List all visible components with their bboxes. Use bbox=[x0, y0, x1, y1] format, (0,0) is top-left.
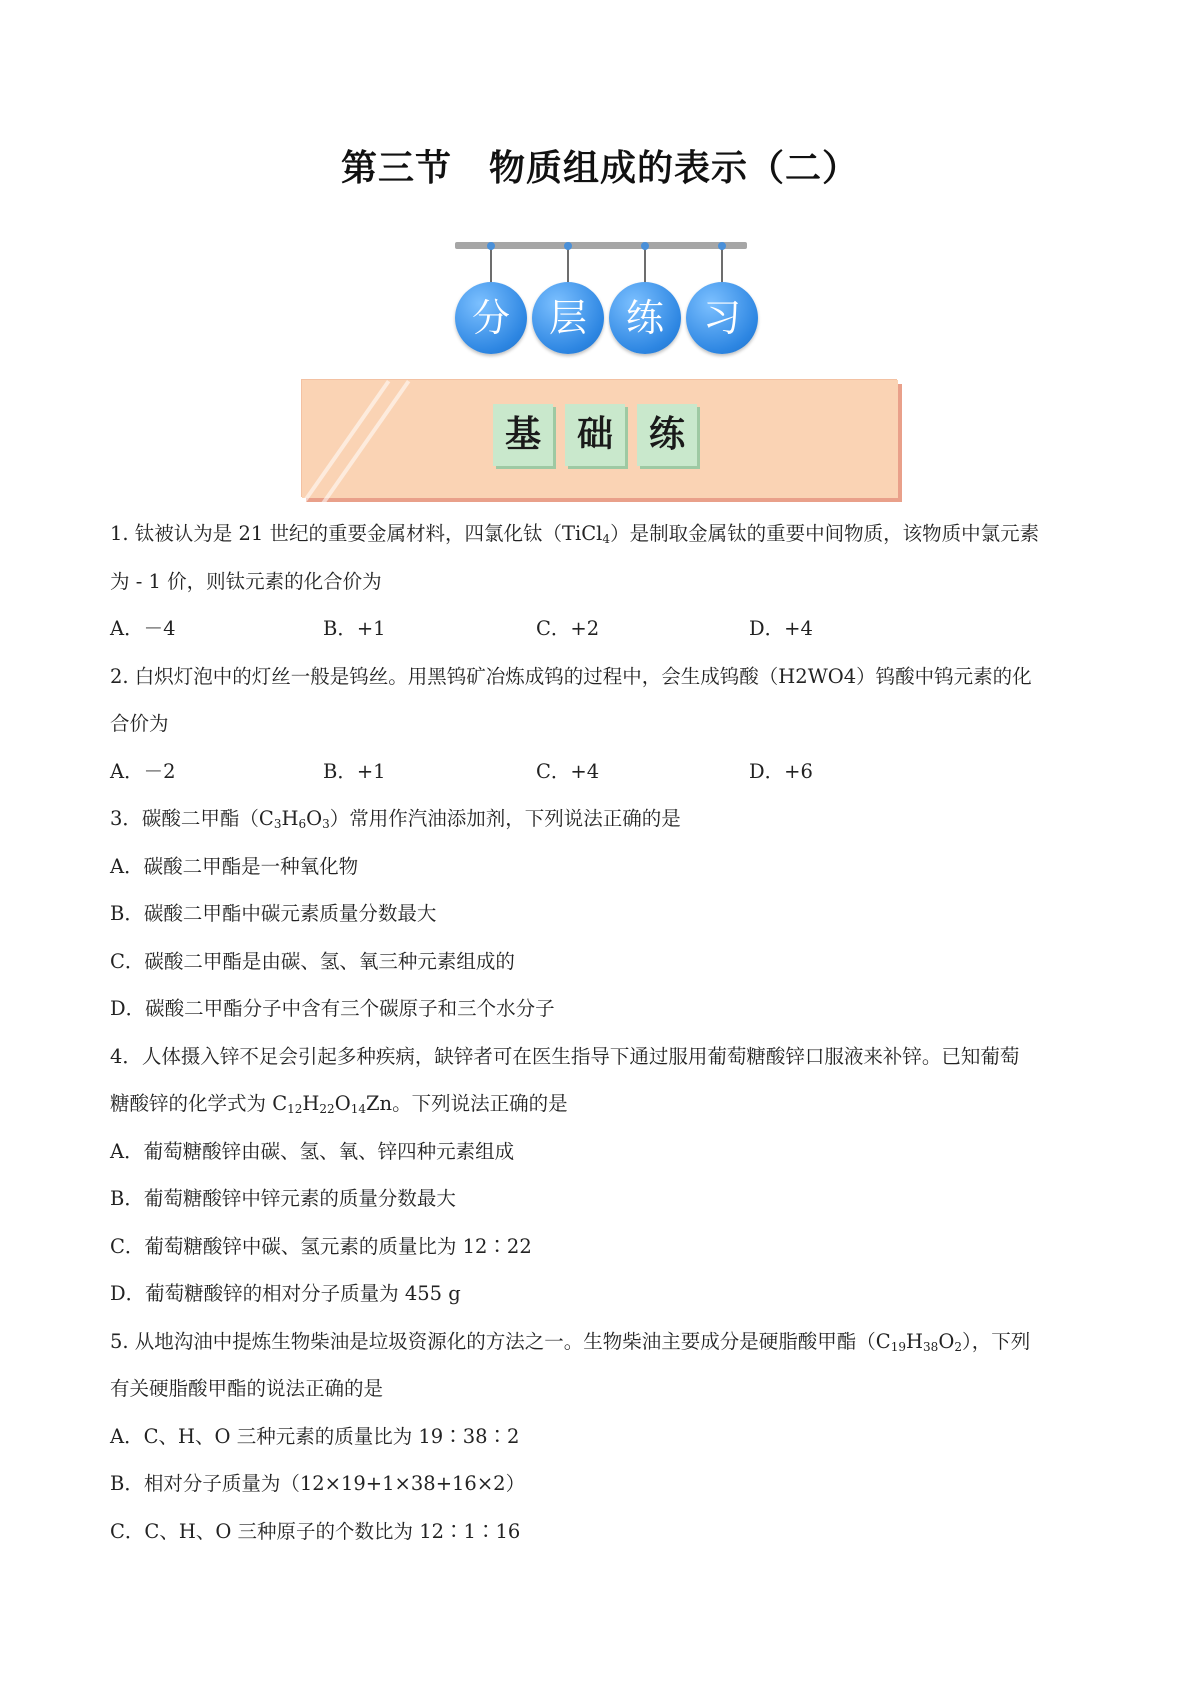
question-1-line-2: 为 - 1 价，则钛元素的化合价为 bbox=[110, 569, 382, 593]
option: D．+6 bbox=[749, 759, 813, 783]
question-list bbox=[110, 510, 1100, 1555]
option: D．+4 bbox=[749, 617, 813, 640]
banner-stripe bbox=[321, 380, 410, 505]
question-5-line-2: 有关硬脂酸甲酯的说法正确的是 bbox=[110, 1377, 384, 1400]
option: C．+2 bbox=[536, 617, 600, 640]
option: A．－4 bbox=[110, 617, 176, 640]
option: B．+1 bbox=[323, 759, 386, 783]
banner-stripe bbox=[301, 380, 390, 505]
question-5-option-a: A．C、H、O 三种元素的质量比为 19∶38∶2 bbox=[110, 1424, 520, 1448]
hanger-knot bbox=[641, 242, 649, 250]
question-3-stem: 3．碳酸二甲酯$(C_3H_6O_3)$常用作汽油添加剂，下列说法正确的是 bbox=[110, 807, 681, 831]
hanger-bar bbox=[455, 242, 747, 249]
hanger-ball-1: 分 bbox=[455, 282, 527, 354]
question-4-line-1: 4．人体摄入锌不足会引起多种疾病，缺锌者可在医生指导下通过服用葡萄糖酸锌口服液来补锌。已知葡萄 bbox=[110, 1044, 1020, 1068]
question-4-option-a: A．葡萄糖酸锌由碳、氢、氧、锌四种元素组成 bbox=[110, 1139, 515, 1163]
hanger-string bbox=[490, 245, 492, 285]
banner-word-3: 练 bbox=[637, 404, 697, 466]
hanger-string bbox=[721, 245, 723, 285]
hanger-string bbox=[644, 245, 646, 285]
question-4-option-c: C．葡萄糖酸锌中碳、氢元素的质量比为 12∶22 bbox=[110, 1234, 532, 1258]
question-2-line-2: 合价为 bbox=[110, 712, 169, 735]
hanger-knot bbox=[564, 242, 572, 250]
hanger-knot bbox=[487, 242, 495, 250]
question-4-line-2: 糖酸锌的化学式为 $C_{12}H_{22}O_{14}Zn$。下列说法正确的是 bbox=[110, 1092, 568, 1116]
question-3-option-a: A．碳酸二甲酯是一种氧化物 bbox=[110, 854, 359, 878]
question-5-option-c: C．C、H、O 三种原子的个数比为 12∶1∶16 bbox=[110, 1519, 521, 1543]
hanger-ball-3: 练 bbox=[609, 282, 681, 354]
question-2-line-1: 2. 白炽灯泡中的灯丝一般是钨丝。用黑钨矿冶炼成钨的过程中，会生成钨酸（H2WO4）钨酸中钨元素的化 bbox=[110, 664, 1032, 688]
question-5-option-b: B．相对分子质量为（12×19+1×38+16×2） bbox=[110, 1472, 526, 1495]
question-4-option-b: B．葡萄糖酸锌中锌元素的质量分数最大 bbox=[110, 1187, 456, 1210]
question-3-option-c: C．碳酸二甲酯是由碳、氢、氧三种元素组成的 bbox=[110, 949, 515, 973]
hanger-string bbox=[567, 245, 569, 285]
question-3-option-d: D．碳酸二甲酯分子中含有三个碳原子和三个水分子 bbox=[110, 997, 555, 1020]
option: A．－2 bbox=[110, 759, 176, 783]
banner-word-1: 基 bbox=[493, 404, 553, 466]
hanger-ball-2: 层 bbox=[532, 282, 604, 354]
question-3-option-b: B．碳酸二甲酯中碳元素质量分数最大 bbox=[110, 902, 437, 925]
hanger-knot bbox=[718, 242, 726, 250]
option: B．+1 bbox=[323, 617, 386, 640]
question-1-options bbox=[110, 605, 1100, 653]
hanger-ball-4: 习 bbox=[686, 282, 758, 354]
question-5-line-1: 5. 从地沟油中提炼生物柴油是垃圾资源化的方法之一。生物柴油主要成分是硬脂酸甲酯$(C_{19}H_{38}O_2)$，下列 bbox=[110, 1329, 1031, 1354]
question-1-line-1: 1. 钛被认为是 21 世纪的重要金属材料，四氯化钛（TiCl$_4$）是制取金属钛的重要中间物质，该物质中氯元素 bbox=[110, 522, 1040, 546]
page-title: 第三节 物质组成的表示（二） bbox=[340, 148, 859, 189]
layered-practice-hanger bbox=[455, 242, 747, 382]
question-4-option-d: D．葡萄糖酸锌的相对分子质量为 455 g bbox=[110, 1282, 461, 1305]
question-2-options bbox=[110, 748, 1100, 796]
option: C．+4 bbox=[536, 759, 600, 783]
basic-practice-banner bbox=[302, 380, 898, 498]
banner-word-2: 础 bbox=[565, 404, 625, 466]
